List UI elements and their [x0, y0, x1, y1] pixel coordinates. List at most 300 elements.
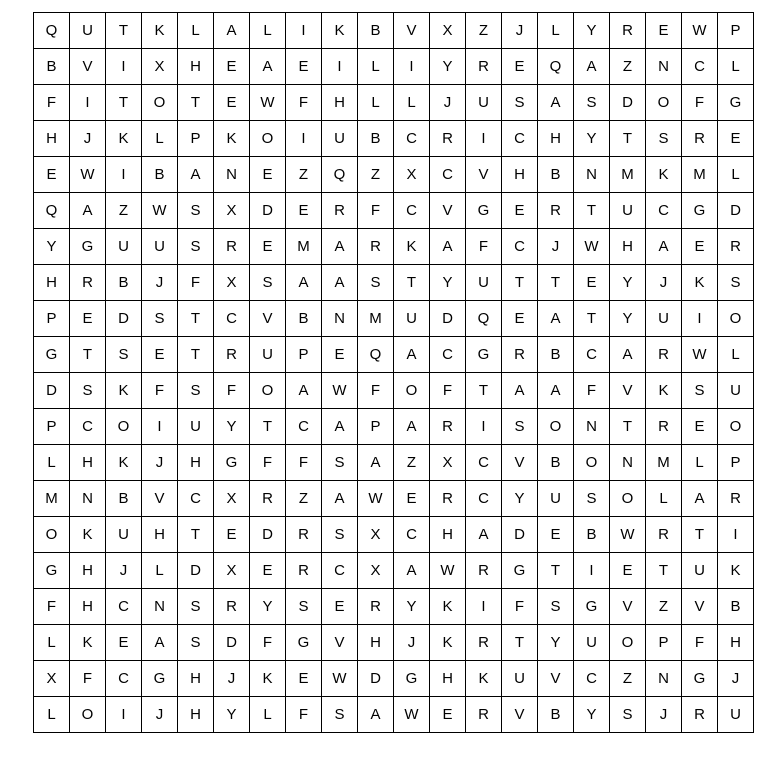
- grid-cell[interactable]: L: [646, 481, 682, 517]
- grid-cell[interactable]: X: [430, 445, 466, 481]
- grid-cell[interactable]: E: [430, 697, 466, 733]
- grid-cell[interactable]: S: [718, 265, 754, 301]
- grid-cell[interactable]: T: [178, 301, 214, 337]
- grid-cell[interactable]: W: [394, 697, 430, 733]
- grid-cell[interactable]: R: [214, 589, 250, 625]
- grid-cell[interactable]: C: [394, 121, 430, 157]
- grid-cell[interactable]: E: [322, 589, 358, 625]
- grid-cell[interactable]: A: [394, 409, 430, 445]
- grid-cell[interactable]: P: [34, 409, 70, 445]
- grid-cell[interactable]: X: [394, 157, 430, 193]
- grid-cell[interactable]: F: [502, 589, 538, 625]
- grid-cell[interactable]: S: [538, 589, 574, 625]
- grid-cell[interactable]: V: [394, 13, 430, 49]
- grid-cell[interactable]: B: [358, 13, 394, 49]
- grid-cell[interactable]: C: [466, 445, 502, 481]
- grid-cell[interactable]: R: [466, 49, 502, 85]
- grid-cell[interactable]: I: [106, 49, 142, 85]
- grid-cell[interactable]: A: [538, 85, 574, 121]
- grid-cell[interactable]: E: [718, 121, 754, 157]
- grid-cell[interactable]: U: [718, 697, 754, 733]
- grid-cell[interactable]: E: [34, 157, 70, 193]
- grid-cell[interactable]: J: [430, 85, 466, 121]
- grid-cell[interactable]: L: [718, 157, 754, 193]
- grid-cell[interactable]: B: [538, 445, 574, 481]
- grid-cell[interactable]: S: [178, 373, 214, 409]
- grid-cell[interactable]: Y: [214, 697, 250, 733]
- grid-cell[interactable]: B: [358, 121, 394, 157]
- grid-cell[interactable]: T: [574, 193, 610, 229]
- grid-cell[interactable]: Z: [106, 193, 142, 229]
- grid-cell[interactable]: C: [646, 193, 682, 229]
- grid-cell[interactable]: E: [502, 301, 538, 337]
- grid-cell[interactable]: B: [106, 481, 142, 517]
- grid-cell[interactable]: G: [466, 193, 502, 229]
- grid-cell[interactable]: U: [322, 121, 358, 157]
- grid-cell[interactable]: Z: [358, 157, 394, 193]
- grid-cell[interactable]: G: [394, 661, 430, 697]
- grid-cell[interactable]: T: [646, 553, 682, 589]
- grid-cell[interactable]: E: [286, 193, 322, 229]
- grid-cell[interactable]: V: [682, 589, 718, 625]
- grid-cell[interactable]: W: [682, 337, 718, 373]
- grid-cell[interactable]: C: [322, 553, 358, 589]
- grid-cell[interactable]: R: [718, 229, 754, 265]
- grid-cell[interactable]: S: [250, 265, 286, 301]
- grid-cell[interactable]: H: [430, 517, 466, 553]
- grid-cell[interactable]: C: [106, 661, 142, 697]
- grid-cell[interactable]: O: [610, 481, 646, 517]
- grid-cell[interactable]: H: [70, 445, 106, 481]
- grid-cell[interactable]: Q: [466, 301, 502, 337]
- grid-cell[interactable]: A: [394, 337, 430, 373]
- grid-cell[interactable]: F: [34, 589, 70, 625]
- grid-cell[interactable]: K: [322, 13, 358, 49]
- grid-cell[interactable]: J: [394, 625, 430, 661]
- grid-cell[interactable]: K: [718, 553, 754, 589]
- grid-cell[interactable]: X: [358, 553, 394, 589]
- grid-cell[interactable]: G: [682, 193, 718, 229]
- grid-cell[interactable]: U: [250, 337, 286, 373]
- grid-cell[interactable]: L: [178, 13, 214, 49]
- grid-cell[interactable]: C: [178, 481, 214, 517]
- grid-cell[interactable]: H: [358, 625, 394, 661]
- grid-cell[interactable]: W: [250, 85, 286, 121]
- grid-cell[interactable]: B: [718, 589, 754, 625]
- grid-cell[interactable]: Y: [430, 265, 466, 301]
- grid-cell[interactable]: G: [34, 553, 70, 589]
- grid-cell[interactable]: A: [610, 337, 646, 373]
- grid-cell[interactable]: Q: [538, 49, 574, 85]
- grid-cell[interactable]: O: [250, 373, 286, 409]
- grid-cell[interactable]: F: [286, 445, 322, 481]
- grid-cell[interactable]: D: [718, 193, 754, 229]
- grid-cell[interactable]: M: [610, 157, 646, 193]
- grid-cell[interactable]: U: [610, 193, 646, 229]
- grid-cell[interactable]: E: [214, 85, 250, 121]
- grid-cell[interactable]: A: [178, 157, 214, 193]
- grid-cell[interactable]: X: [34, 661, 70, 697]
- grid-cell[interactable]: W: [322, 373, 358, 409]
- grid-cell[interactable]: T: [70, 337, 106, 373]
- grid-cell[interactable]: K: [430, 625, 466, 661]
- grid-cell[interactable]: P: [718, 13, 754, 49]
- grid-cell[interactable]: E: [322, 337, 358, 373]
- grid-cell[interactable]: O: [538, 409, 574, 445]
- grid-cell[interactable]: T: [178, 337, 214, 373]
- grid-cell[interactable]: R: [646, 337, 682, 373]
- grid-cell[interactable]: L: [358, 49, 394, 85]
- grid-cell[interactable]: E: [502, 49, 538, 85]
- grid-cell[interactable]: C: [106, 589, 142, 625]
- grid-cell[interactable]: F: [250, 625, 286, 661]
- grid-cell[interactable]: X: [214, 481, 250, 517]
- grid-cell[interactable]: K: [142, 13, 178, 49]
- grid-cell[interactable]: H: [322, 85, 358, 121]
- grid-cell[interactable]: I: [106, 157, 142, 193]
- grid-cell[interactable]: E: [682, 409, 718, 445]
- grid-cell[interactable]: O: [718, 301, 754, 337]
- grid-cell[interactable]: V: [70, 49, 106, 85]
- grid-cell[interactable]: D: [106, 301, 142, 337]
- grid-cell[interactable]: Y: [394, 589, 430, 625]
- grid-cell[interactable]: R: [286, 517, 322, 553]
- grid-cell[interactable]: Y: [538, 625, 574, 661]
- grid-cell[interactable]: L: [250, 13, 286, 49]
- grid-cell[interactable]: C: [214, 301, 250, 337]
- grid-cell[interactable]: Y: [502, 481, 538, 517]
- grid-cell[interactable]: Z: [394, 445, 430, 481]
- grid-cell[interactable]: V: [502, 697, 538, 733]
- grid-cell[interactable]: L: [718, 337, 754, 373]
- grid-cell[interactable]: J: [718, 661, 754, 697]
- grid-cell[interactable]: J: [502, 13, 538, 49]
- grid-cell[interactable]: K: [646, 157, 682, 193]
- grid-cell[interactable]: G: [70, 229, 106, 265]
- grid-cell[interactable]: S: [178, 229, 214, 265]
- grid-cell[interactable]: M: [286, 229, 322, 265]
- grid-cell[interactable]: E: [214, 517, 250, 553]
- grid-cell[interactable]: Y: [430, 49, 466, 85]
- grid-cell[interactable]: M: [646, 445, 682, 481]
- grid-cell[interactable]: C: [286, 409, 322, 445]
- grid-cell[interactable]: J: [142, 697, 178, 733]
- grid-cell[interactable]: N: [322, 301, 358, 337]
- grid-cell[interactable]: K: [682, 265, 718, 301]
- grid-cell[interactable]: C: [502, 229, 538, 265]
- grid-cell[interactable]: O: [610, 625, 646, 661]
- grid-cell[interactable]: O: [394, 373, 430, 409]
- grid-cell[interactable]: E: [250, 553, 286, 589]
- grid-cell[interactable]: T: [466, 373, 502, 409]
- grid-cell[interactable]: Q: [322, 157, 358, 193]
- grid-cell[interactable]: I: [70, 85, 106, 121]
- grid-cell[interactable]: S: [178, 193, 214, 229]
- grid-cell[interactable]: R: [214, 337, 250, 373]
- grid-cell[interactable]: S: [610, 697, 646, 733]
- grid-cell[interactable]: L: [34, 445, 70, 481]
- grid-cell[interactable]: G: [502, 553, 538, 589]
- grid-cell[interactable]: F: [430, 373, 466, 409]
- grid-cell[interactable]: X: [214, 553, 250, 589]
- grid-cell[interactable]: A: [70, 193, 106, 229]
- grid-cell[interactable]: K: [394, 229, 430, 265]
- grid-cell[interactable]: D: [214, 625, 250, 661]
- grid-cell[interactable]: I: [286, 13, 322, 49]
- grid-cell[interactable]: Z: [610, 49, 646, 85]
- grid-cell[interactable]: Q: [34, 13, 70, 49]
- grid-cell[interactable]: A: [358, 445, 394, 481]
- grid-cell[interactable]: C: [394, 517, 430, 553]
- grid-cell[interactable]: A: [214, 13, 250, 49]
- grid-cell[interactable]: I: [718, 517, 754, 553]
- grid-cell[interactable]: T: [394, 265, 430, 301]
- grid-cell[interactable]: S: [178, 589, 214, 625]
- grid-cell[interactable]: D: [610, 85, 646, 121]
- grid-cell[interactable]: I: [322, 49, 358, 85]
- grid-cell[interactable]: L: [250, 697, 286, 733]
- grid-cell[interactable]: R: [610, 13, 646, 49]
- grid-cell[interactable]: E: [646, 13, 682, 49]
- grid-cell[interactable]: J: [538, 229, 574, 265]
- grid-cell[interactable]: Y: [34, 229, 70, 265]
- grid-cell[interactable]: J: [106, 553, 142, 589]
- grid-cell[interactable]: F: [358, 373, 394, 409]
- grid-cell[interactable]: O: [574, 445, 610, 481]
- grid-cell[interactable]: U: [142, 229, 178, 265]
- grid-cell[interactable]: H: [70, 553, 106, 589]
- grid-cell[interactable]: T: [574, 301, 610, 337]
- grid-cell[interactable]: I: [142, 409, 178, 445]
- grid-cell[interactable]: I: [466, 121, 502, 157]
- grid-cell[interactable]: U: [466, 85, 502, 121]
- grid-cell[interactable]: E: [250, 157, 286, 193]
- grid-cell[interactable]: S: [682, 373, 718, 409]
- grid-cell[interactable]: Y: [610, 265, 646, 301]
- grid-cell[interactable]: U: [646, 301, 682, 337]
- grid-cell[interactable]: O: [718, 409, 754, 445]
- grid-cell[interactable]: H: [718, 625, 754, 661]
- grid-cell[interactable]: L: [142, 553, 178, 589]
- grid-cell[interactable]: S: [322, 517, 358, 553]
- grid-cell[interactable]: O: [34, 517, 70, 553]
- grid-cell[interactable]: A: [286, 373, 322, 409]
- grid-cell[interactable]: V: [250, 301, 286, 337]
- grid-cell[interactable]: I: [466, 409, 502, 445]
- grid-cell[interactable]: A: [142, 625, 178, 661]
- grid-cell[interactable]: D: [358, 661, 394, 697]
- grid-cell[interactable]: K: [106, 445, 142, 481]
- grid-cell[interactable]: R: [214, 229, 250, 265]
- grid-cell[interactable]: O: [106, 409, 142, 445]
- grid-cell[interactable]: W: [142, 193, 178, 229]
- grid-cell[interactable]: A: [322, 481, 358, 517]
- grid-cell[interactable]: Q: [34, 193, 70, 229]
- grid-cell[interactable]: X: [214, 193, 250, 229]
- grid-cell[interactable]: T: [502, 265, 538, 301]
- grid-cell[interactable]: K: [214, 121, 250, 157]
- grid-cell[interactable]: A: [322, 265, 358, 301]
- grid-cell[interactable]: E: [142, 337, 178, 373]
- grid-cell[interactable]: S: [502, 409, 538, 445]
- grid-cell[interactable]: V: [430, 193, 466, 229]
- grid-cell[interactable]: I: [286, 121, 322, 157]
- grid-cell[interactable]: A: [394, 553, 430, 589]
- grid-cell[interactable]: R: [682, 697, 718, 733]
- grid-cell[interactable]: K: [430, 589, 466, 625]
- grid-cell[interactable]: E: [610, 553, 646, 589]
- grid-cell[interactable]: I: [106, 697, 142, 733]
- grid-cell[interactable]: V: [610, 589, 646, 625]
- grid-cell[interactable]: U: [718, 373, 754, 409]
- grid-cell[interactable]: R: [682, 121, 718, 157]
- grid-cell[interactable]: Z: [466, 13, 502, 49]
- grid-cell[interactable]: A: [250, 49, 286, 85]
- grid-cell[interactable]: A: [358, 697, 394, 733]
- grid-cell[interactable]: C: [70, 409, 106, 445]
- grid-cell[interactable]: B: [142, 157, 178, 193]
- grid-cell[interactable]: P: [646, 625, 682, 661]
- grid-cell[interactable]: X: [358, 517, 394, 553]
- grid-cell[interactable]: J: [214, 661, 250, 697]
- grid-cell[interactable]: C: [430, 157, 466, 193]
- grid-cell[interactable]: T: [682, 517, 718, 553]
- grid-cell[interactable]: T: [538, 553, 574, 589]
- grid-cell[interactable]: O: [646, 85, 682, 121]
- grid-cell[interactable]: C: [574, 337, 610, 373]
- grid-cell[interactable]: I: [682, 301, 718, 337]
- grid-cell[interactable]: K: [250, 661, 286, 697]
- grid-cell[interactable]: F: [214, 373, 250, 409]
- grid-cell[interactable]: G: [214, 445, 250, 481]
- grid-cell[interactable]: F: [682, 85, 718, 121]
- grid-cell[interactable]: F: [286, 85, 322, 121]
- grid-cell[interactable]: T: [502, 625, 538, 661]
- grid-cell[interactable]: F: [358, 193, 394, 229]
- grid-cell[interactable]: K: [466, 661, 502, 697]
- grid-cell[interactable]: I: [394, 49, 430, 85]
- grid-cell[interactable]: D: [502, 517, 538, 553]
- grid-cell[interactable]: E: [286, 49, 322, 85]
- grid-cell[interactable]: G: [286, 625, 322, 661]
- grid-cell[interactable]: W: [358, 481, 394, 517]
- grid-cell[interactable]: U: [466, 265, 502, 301]
- grid-cell[interactable]: E: [502, 193, 538, 229]
- grid-cell[interactable]: R: [322, 193, 358, 229]
- grid-cell[interactable]: S: [286, 589, 322, 625]
- grid-cell[interactable]: M: [682, 157, 718, 193]
- grid-cell[interactable]: F: [682, 625, 718, 661]
- grid-cell[interactable]: R: [466, 553, 502, 589]
- grid-cell[interactable]: L: [34, 697, 70, 733]
- grid-cell[interactable]: D: [250, 517, 286, 553]
- grid-cell[interactable]: W: [574, 229, 610, 265]
- grid-cell[interactable]: L: [142, 121, 178, 157]
- grid-cell[interactable]: K: [70, 517, 106, 553]
- grid-cell[interactable]: G: [574, 589, 610, 625]
- grid-cell[interactable]: B: [106, 265, 142, 301]
- grid-cell[interactable]: T: [610, 121, 646, 157]
- grid-cell[interactable]: R: [646, 517, 682, 553]
- grid-cell[interactable]: W: [70, 157, 106, 193]
- grid-cell[interactable]: R: [538, 193, 574, 229]
- grid-cell[interactable]: C: [466, 481, 502, 517]
- grid-cell[interactable]: M: [34, 481, 70, 517]
- grid-cell[interactable]: A: [502, 373, 538, 409]
- grid-cell[interactable]: S: [574, 481, 610, 517]
- grid-cell[interactable]: U: [106, 517, 142, 553]
- grid-cell[interactable]: K: [106, 121, 142, 157]
- grid-cell[interactable]: N: [646, 49, 682, 85]
- grid-cell[interactable]: R: [466, 697, 502, 733]
- grid-cell[interactable]: R: [250, 481, 286, 517]
- grid-cell[interactable]: O: [250, 121, 286, 157]
- grid-cell[interactable]: W: [610, 517, 646, 553]
- grid-cell[interactable]: L: [394, 85, 430, 121]
- grid-cell[interactable]: S: [106, 337, 142, 373]
- grid-cell[interactable]: P: [178, 121, 214, 157]
- grid-cell[interactable]: U: [574, 625, 610, 661]
- grid-cell[interactable]: V: [466, 157, 502, 193]
- grid-cell[interactable]: P: [34, 301, 70, 337]
- grid-cell[interactable]: F: [142, 373, 178, 409]
- grid-cell[interactable]: R: [430, 481, 466, 517]
- grid-cell[interactable]: W: [430, 553, 466, 589]
- grid-cell[interactable]: Z: [646, 589, 682, 625]
- grid-cell[interactable]: H: [502, 157, 538, 193]
- grid-cell[interactable]: H: [178, 697, 214, 733]
- grid-cell[interactable]: U: [538, 481, 574, 517]
- grid-cell[interactable]: G: [466, 337, 502, 373]
- grid-cell[interactable]: R: [718, 481, 754, 517]
- grid-cell[interactable]: P: [718, 445, 754, 481]
- grid-cell[interactable]: R: [502, 337, 538, 373]
- grid-cell[interactable]: C: [682, 49, 718, 85]
- grid-cell[interactable]: A: [286, 265, 322, 301]
- grid-cell[interactable]: F: [34, 85, 70, 121]
- grid-cell[interactable]: U: [178, 409, 214, 445]
- grid-cell[interactable]: X: [430, 13, 466, 49]
- grid-cell[interactable]: R: [358, 229, 394, 265]
- grid-cell[interactable]: Z: [286, 157, 322, 193]
- grid-cell[interactable]: V: [322, 625, 358, 661]
- grid-cell[interactable]: V: [142, 481, 178, 517]
- grid-cell[interactable]: E: [394, 481, 430, 517]
- grid-cell[interactable]: Z: [286, 481, 322, 517]
- grid-cell[interactable]: W: [682, 13, 718, 49]
- grid-cell[interactable]: Y: [574, 121, 610, 157]
- grid-cell[interactable]: D: [430, 301, 466, 337]
- grid-cell[interactable]: H: [178, 661, 214, 697]
- grid-cell[interactable]: J: [142, 445, 178, 481]
- grid-cell[interactable]: U: [682, 553, 718, 589]
- grid-cell[interactable]: T: [538, 265, 574, 301]
- grid-cell[interactable]: E: [250, 229, 286, 265]
- grid-cell[interactable]: Y: [214, 409, 250, 445]
- grid-cell[interactable]: G: [34, 337, 70, 373]
- grid-cell[interactable]: H: [178, 49, 214, 85]
- grid-cell[interactable]: U: [502, 661, 538, 697]
- grid-cell[interactable]: W: [322, 661, 358, 697]
- grid-cell[interactable]: Z: [610, 661, 646, 697]
- grid-cell[interactable]: B: [286, 301, 322, 337]
- grid-cell[interactable]: V: [610, 373, 646, 409]
- grid-cell[interactable]: F: [250, 445, 286, 481]
- grid-cell[interactable]: S: [142, 301, 178, 337]
- grid-cell[interactable]: T: [106, 85, 142, 121]
- grid-cell[interactable]: J: [70, 121, 106, 157]
- grid-cell[interactable]: S: [646, 121, 682, 157]
